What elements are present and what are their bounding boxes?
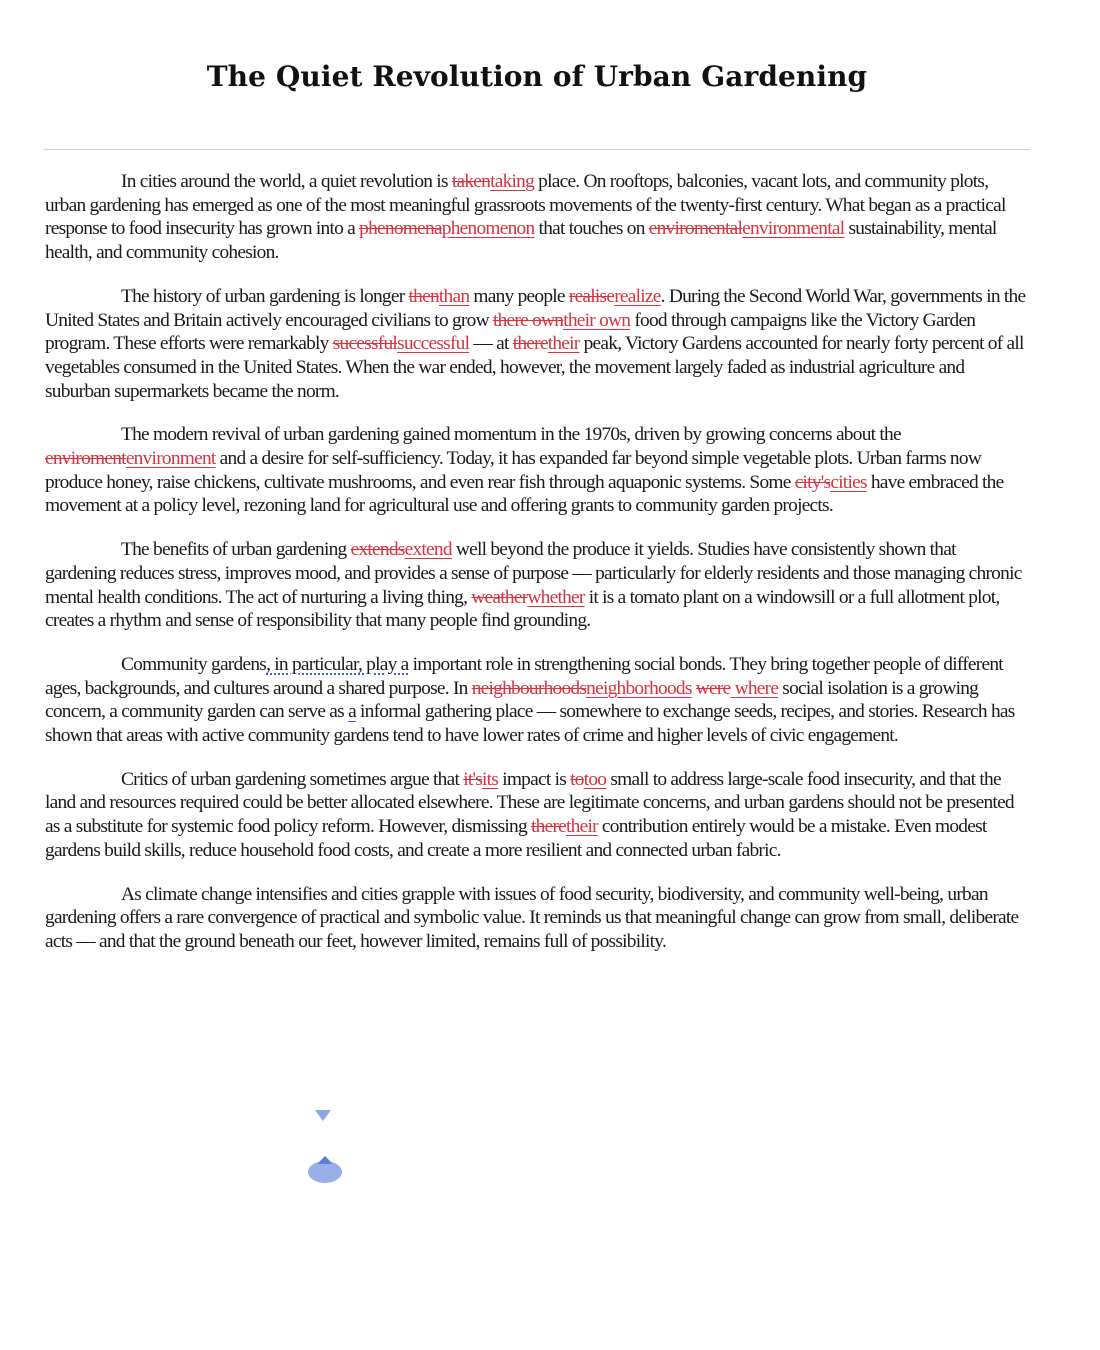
paragraph-5[interactable]: [45, 653, 1030, 748]
text-run: Critics of urban gardening sometimes argue that: [121, 768, 464, 790]
deleted-text[interactable]: city's: [794, 471, 831, 493]
inserted-text[interactable]: cities: [830, 471, 867, 493]
text-run: impact is: [498, 768, 571, 790]
text-run: The history of urban gardening is longer: [121, 285, 409, 307]
deleted-text[interactable]: enviroment: [45, 448, 126, 470]
deleted-text[interactable]: there: [531, 816, 567, 838]
inserted-text[interactable]: whether: [527, 586, 585, 608]
text-run: contribution entirely would be a mistake. Even modest gardens build skills, reduce household food costs, and create a more resilient and connected urban fabric.: [45, 816, 987, 861]
paragraph-2[interactable]: [45, 285, 1030, 404]
text-run: that touches on: [534, 218, 649, 240]
deleted-text[interactable]: weather: [471, 586, 528, 608]
text-run: — at: [469, 333, 513, 355]
paragraph-4[interactable]: [45, 538, 1030, 633]
text-run: informal gathering place — somewhere to exchange seeds, recipes, and stories. Research has shown that areas with active community gardens tend to have lower rates of crime and higher levels of civic engagement.: [45, 701, 1015, 747]
inserted-text[interactable]: neighborhoods: [586, 677, 692, 699]
grammar-flag[interactable]: , in particular, play a: [266, 653, 409, 675]
inserted-text[interactable]: taking: [490, 171, 535, 192]
inserted-text[interactable]: successful: [397, 333, 470, 355]
document-body[interactable]: [45, 170, 1030, 974]
inserted-text[interactable]: where: [730, 677, 779, 699]
text-run: The modern revival of urban gardening gained momentum in the 1970s, driven by growing concerns about the: [121, 424, 901, 446]
inserted-text[interactable]: environment: [125, 448, 216, 470]
document-title: The Quiet Revolution of Urban Gardening: [206, 60, 868, 93]
paragraph-1[interactable]: [45, 170, 1030, 265]
text-run: social isolation is a growing concern, a community garden can serve as: [45, 677, 979, 723]
inserted-text[interactable]: their: [566, 816, 598, 838]
deleted-text[interactable]: taken: [451, 171, 491, 192]
text-run: . During the Second World War, governments in the United States and Britain actively encouraged civilians to grow: [45, 285, 1026, 331]
inserted-text[interactable]: realize: [614, 285, 661, 307]
text-run: As climate change intensifies and cities grapple with issues of food security, biodiversity, and community well-being, urban gardening offers a rare convergence of practical and symbolic value. It reminds us that meaningful change can grow from small, deliberate acts — and that the ground beneath our feet, however limited, remains full of possibility.: [45, 883, 1019, 952]
deleted-text[interactable]: phenomena: [359, 218, 442, 240]
deleted-text[interactable]: to: [570, 768, 584, 790]
grammar-flag[interactable]: a: [348, 701, 356, 723]
paragraph-7[interactable]: [45, 883, 1030, 954]
text-run: sustainability, mental health, and community cohesion.: [45, 218, 997, 264]
inserted-text[interactable]: phenomenon: [441, 218, 535, 240]
title-divider: [44, 149, 1030, 150]
inserted-text[interactable]: environmental: [742, 218, 845, 240]
text-run: small to address large-scale food insecurity, and that the land and resources required could be better allocated elsewhere. These are legitimate concerns, and urban gardens should not be presented as a substitute for systemic food policy reform. However, dismissing: [45, 768, 1014, 838]
text-run: The benefits of urban gardening: [121, 539, 351, 561]
deleted-text[interactable]: sucessful: [332, 333, 398, 355]
deleted-text[interactable]: then: [408, 285, 439, 307]
text-run: many people: [469, 285, 569, 307]
deleted-text[interactable]: extends: [350, 539, 405, 561]
selection-handle-icon[interactable]: [306, 1154, 344, 1184]
text-run: place. On rooftops, balconies, vacant lots, and community plots, urban gardening has emerged as one of the most meaningful grassroots movements of the twenty-first century. What began as a practical response to food insecurity has grown into a: [45, 171, 1006, 240]
paragraph-3[interactable]: [45, 423, 1030, 518]
inserted-text[interactable]: than: [438, 285, 470, 307]
deleted-text[interactable]: neighbourhoods: [471, 677, 587, 699]
text-run: In cities around the world, a quiet revolution is: [121, 171, 452, 192]
deleted-text[interactable]: there own: [492, 309, 564, 331]
text-run: peak, Victory Gardens accounted for nearly forty percent of all vegetables consumed in the United States. When the war ended, however, the movement largely faded as industrial agriculture and suburban supermarkets became the norm.: [45, 333, 1024, 402]
text-run: it is a tomato plant on a windowsill or a full allotment plot, creates a rhythm and sense of responsibility that many people find grounding.: [45, 586, 1000, 632]
paragraph-6[interactable]: [45, 768, 1030, 863]
deleted-text[interactable]: it's: [463, 768, 483, 790]
inserted-text[interactable]: their: [547, 333, 580, 355]
inserted-text[interactable]: their own: [563, 309, 631, 331]
text-run: and a desire for self-sufficiency. Today, it has expanded far beyond simple vegetable plots. Urban farms now produce honey, raise chickens, cultivate mushrooms, and even rear fish through aquaponic systems. Some: [45, 448, 982, 493]
text-run: have embraced the movement at a policy level, rezoning land for agricultural use and offering grants to community garden projects.: [45, 471, 1004, 517]
deleted-text[interactable]: enviromental: [648, 218, 743, 240]
deleted-text[interactable]: there: [512, 333, 548, 355]
deleted-text[interactable]: realise: [568, 285, 615, 307]
inserted-text[interactable]: too: [583, 768, 607, 790]
inserted-text[interactable]: extend: [404, 539, 452, 561]
text-cursor-icon[interactable]: [312, 1108, 334, 1130]
text-run: Community gardens: [121, 653, 267, 675]
inserted-text[interactable]: its: [482, 768, 499, 790]
deleted-text[interactable]: were: [695, 677, 731, 699]
text-run: well beyond the produce it yields. Studies have consistently shown that gardening reduces stress, improves mood, and provides a sense of purpose — particularly for elderly residents and those managing chronic mental health conditions. The act of nurturing a living thing,: [45, 539, 1022, 608]
text-run: food through campaigns like the Victory Garden program. These efforts were remarkably: [45, 309, 976, 355]
text-run: important role in strengthening social bonds. They bring together people of different ages, backgrounds, and cultures around a shared purpose. In: [45, 653, 1003, 699]
